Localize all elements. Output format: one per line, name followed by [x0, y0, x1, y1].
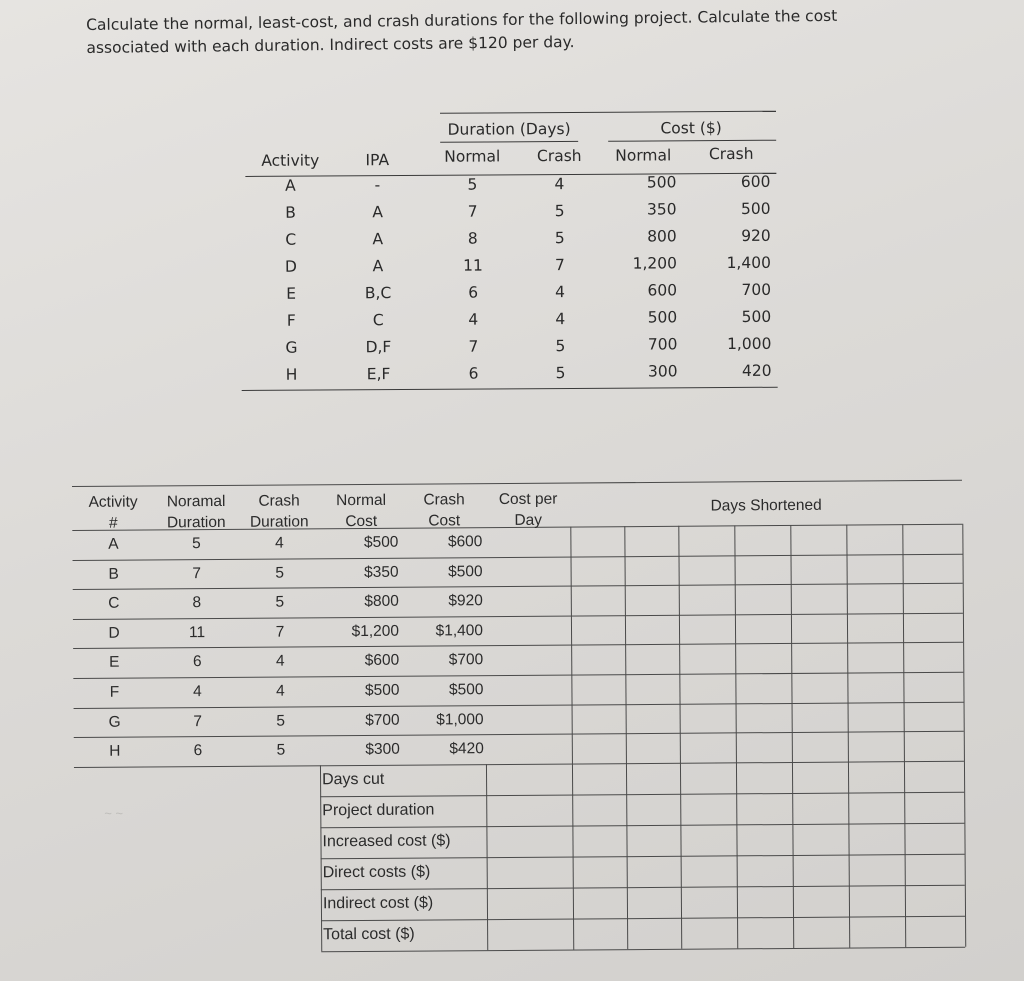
ws-header-normal-cost: Normal Cost	[336, 491, 387, 531]
problem-statement	[86, 4, 887, 60]
project-table	[240, 111, 778, 392]
project-cell-cost_crash: 700	[741, 280, 772, 299]
ws-row-rule	[73, 583, 963, 590]
project-cell-dur_crash: 4	[555, 283, 566, 302]
project-cell-ipa: A	[372, 257, 384, 276]
ws-days-column-line	[846, 525, 850, 948]
project-cell-cost_crash: 500	[741, 307, 772, 326]
ws-cell-activity: G	[108, 713, 121, 731]
header-duration-crash: Crash	[536, 146, 582, 166]
project-cell-dur_normal: 5	[467, 175, 478, 194]
ws-cell-normal-duration: 7	[192, 564, 201, 582]
ws-cell-crash-duration: 4	[276, 682, 285, 700]
project-cell-cost_crash: 420	[741, 361, 772, 380]
ws-cell-normal-duration: 11	[188, 623, 206, 641]
ws-cell-crash-duration: 7	[275, 623, 285, 641]
project-cell-dur_crash: 5	[554, 229, 565, 248]
project-cell-ipa: A	[372, 203, 383, 222]
project-cell-activity: G	[285, 338, 298, 357]
header-cost-normal: Normal	[615, 146, 672, 165]
header-duration-normal: Normal	[444, 147, 501, 166]
project-cell-dur_normal: 7	[468, 337, 479, 356]
ws-cell-normal-cost: $1,200	[351, 622, 400, 640]
ws-cell-normal-duration: 4	[193, 683, 202, 701]
project-cell-cost_normal: 300	[647, 362, 678, 381]
project-cell-ipa: E,F	[366, 365, 391, 384]
ws-row-rule	[73, 642, 963, 649]
project-cell-dur_crash: 7	[554, 256, 565, 275]
project-cell-dur_crash: 4	[555, 310, 566, 329]
ws-summary-rule	[321, 854, 965, 859]
summary-label: Project duration	[322, 801, 435, 820]
ws-days-column-line	[734, 525, 738, 948]
problem-line-1: Calculate the normal, least-cost, and crash durations for the following project. Calculate the cost	[86, 6, 838, 34]
project-cell-cost_crash: 1,000	[726, 334, 772, 354]
project-cell-activity: C	[285, 230, 297, 249]
ws-days-column-line	[624, 526, 628, 949]
crashing-worksheet	[72, 480, 965, 956]
problem-line-2: associated with each duration. Indirect costs are $120 per day.	[86, 33, 575, 57]
ws-cell-normal-duration: 8	[192, 594, 202, 612]
ws-cell-normal-cost: $500	[363, 533, 399, 551]
ws-days-column-line	[790, 525, 794, 948]
project-cell-activity: B	[285, 203, 296, 222]
project-cell-cost_normal: 500	[646, 173, 677, 192]
header-cost-crash: Crash	[708, 144, 754, 164]
ws-header-cost-per-day: Cost per Day	[498, 490, 558, 529]
ws-cell-crash-cost: $1,000	[436, 710, 484, 729]
project-cell-dur_normal: 6	[468, 364, 479, 383]
ws-summary-rule	[321, 885, 965, 890]
cost-group-header: Cost ($)	[660, 119, 722, 138]
ws-cell-normal-duration: 6	[192, 653, 202, 671]
ws-summary-rule	[320, 823, 964, 828]
project-cell-activity: D	[284, 257, 297, 276]
project-cell-ipa: C	[372, 311, 384, 330]
ws-cell-normal-cost: $350	[364, 563, 399, 581]
project-cell-cost_normal: 700	[647, 335, 678, 354]
project-cell-dur_crash: 5	[555, 337, 566, 356]
ws-row-rule	[73, 613, 963, 620]
ws-cell-normal-duration: 7	[193, 712, 203, 730]
ws-cell-crash-cost: $500	[448, 681, 484, 699]
project-cell-activity: H	[285, 365, 298, 384]
ws-cell-crash-cost: $1,400	[435, 621, 484, 640]
ws-header-activity: Activity #	[88, 493, 138, 532]
project-cell-ipa: D,F	[365, 338, 392, 357]
ws-cell-normal-cost: $800	[364, 592, 399, 611]
ws-cell-normal-duration: 6	[193, 742, 203, 760]
project-cell-cost_crash: 500	[740, 199, 771, 218]
ws-cell-crash-duration: 5	[275, 564, 284, 582]
ws-cell-crash-cost: $920	[448, 592, 483, 610]
ws-cell-crash-cost: $420	[449, 740, 484, 758]
ws-cell-crash-cost: $700	[448, 651, 484, 669]
ws-cell-activity: B	[108, 565, 119, 583]
ws-cell-crash-duration: 4	[275, 534, 284, 552]
summary-label: Indirect cost ($)	[322, 894, 434, 913]
ws-row-rule	[73, 553, 963, 560]
ws-days-column-line	[902, 524, 906, 947]
ws-row-rule	[73, 672, 963, 679]
project-cell-ipa: -	[374, 176, 381, 195]
duration-group-header: Duration (Days)	[447, 119, 571, 139]
ws-summary-rule	[320, 792, 964, 797]
summary-label: Increased cost ($)	[322, 832, 451, 851]
ws-cell-crash-duration: 5	[276, 712, 286, 730]
project-cell-dur_normal: 11	[463, 256, 483, 275]
project-cell-cost_normal: 600	[647, 281, 678, 300]
project-cell-cost_normal: 350	[646, 200, 677, 219]
project-cell-dur_normal: 7	[467, 202, 478, 221]
project-cell-activity: F	[286, 311, 296, 330]
ws-cell-crash-duration: 5	[275, 593, 285, 611]
ws-row-rule	[74, 731, 964, 738]
project-cell-cost_crash: 1,400	[726, 253, 771, 273]
summary-label: Total cost ($)	[323, 925, 415, 944]
project-cell-dur_normal: 8	[467, 229, 478, 248]
ws-cell-normal-cost: $500	[364, 681, 400, 699]
project-cell-activity: A	[285, 176, 296, 195]
ws-row-rule	[74, 761, 964, 768]
ws-summary-rule	[321, 916, 965, 921]
faint-pencil-marks: ~ ~	[104, 805, 124, 821]
ws-days-column-line	[678, 526, 682, 949]
project-cell-cost_normal: 500	[647, 308, 678, 327]
ws-cell-crash-cost: $500	[448, 562, 483, 580]
ws-days-column-line	[570, 527, 574, 950]
ws-cell-normal-cost: $600	[364, 652, 400, 670]
summary-label: Direct costs ($)	[322, 863, 431, 882]
header-activity: Activity	[261, 151, 320, 170]
project-cell-cost_normal: 1,200	[632, 254, 677, 273]
project-cell-dur_normal: 6	[468, 283, 479, 302]
ws-cell-activity: E	[109, 654, 120, 672]
ws-cell-crash-duration: 5	[276, 741, 286, 759]
project-cell-ipa: B,C	[364, 284, 392, 303]
ws-header-normal-duration: Noramal Duration	[166, 492, 226, 532]
ws-cell-activity: D	[108, 624, 120, 642]
cost-group-rule	[608, 140, 776, 142]
ws-header-crash-cost: Crash Cost	[423, 491, 465, 530]
project-cell-activity: E	[286, 284, 297, 303]
project-cell-cost_crash: 920	[741, 226, 771, 245]
project-cell-dur_crash: 4	[554, 175, 565, 194]
ws-header-days-shortened: Days Shortened	[710, 496, 822, 515]
ws-cell-activity: F	[109, 683, 120, 701]
ws-cell-crash-cost: $600	[447, 533, 483, 551]
ws-cell-normal-duration: 5	[192, 535, 201, 553]
summary-label: Days cut	[321, 770, 385, 789]
project-cell-dur_normal: 4	[468, 310, 479, 329]
ws-cell-activity: H	[109, 742, 121, 760]
project-cell-dur_crash: 5	[555, 364, 566, 383]
ws-header-crash-duration: Crash Duration	[249, 492, 309, 531]
project-cell-ipa: A	[372, 230, 384, 249]
ws-cell-normal-cost: $300	[365, 740, 400, 759]
duration-group-rule	[440, 141, 578, 143]
ws-cell-activity: C	[108, 594, 120, 612]
project-cell-cost_normal: 800	[647, 227, 677, 246]
ws-row-rule	[74, 701, 964, 708]
ws-cell-activity: A	[108, 535, 119, 553]
project-cell-cost_crash: 600	[740, 172, 771, 191]
ws-cell-normal-cost: $700	[365, 711, 400, 729]
project-cell-dur_crash: 5	[554, 202, 565, 221]
ws-cell-crash-duration: 4	[275, 652, 285, 670]
header-ipa: IPA	[365, 151, 390, 170]
